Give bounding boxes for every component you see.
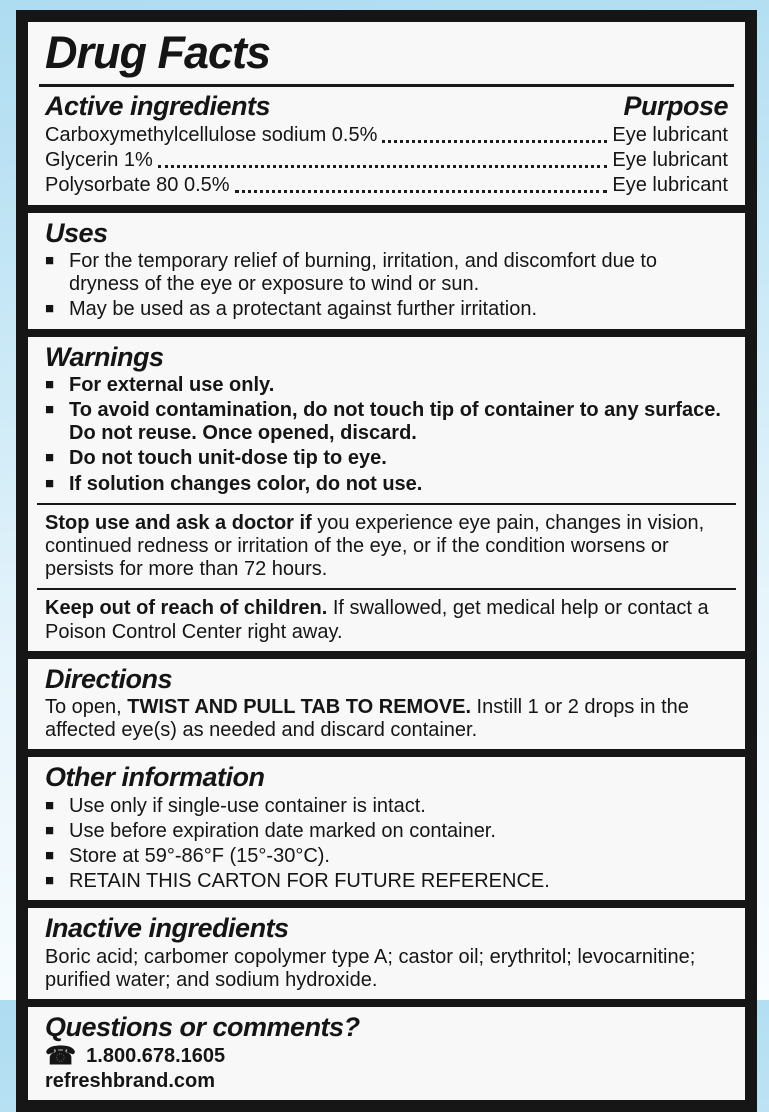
warnings-bullet-list: [45, 374, 728, 496]
uses-section: [28, 213, 745, 329]
purpose-heading: Purpose: [623, 90, 728, 121]
bullet-square-icon: ■: [45, 252, 55, 270]
list-item: [45, 795, 728, 818]
leader-dots: [382, 140, 607, 143]
directions-paragraph: [45, 696, 728, 742]
ingredient-row: [45, 148, 728, 173]
list-item: [45, 399, 728, 445]
uses-heading: Uses: [45, 217, 108, 248]
directions-post: Instill 1 or 2 drops in the affected eye(s) as needed and discard container.: [45, 695, 689, 742]
directions-emphasis: TWIST AND PULL TAB TO REMOVE.: [127, 695, 471, 718]
drug-facts-label: [16, 10, 757, 1112]
directions-section: [28, 659, 745, 750]
inactive-ingredients-text: Boric acid; carbomer copolymer type A; castor oil; erythritol; levocarnitine; purified water; and sodium hydroxide.: [45, 945, 696, 991]
bullet-text: RETAIN THIS CARTON FOR FUTURE REFERENCE.: [69, 870, 550, 893]
phone-row: [45, 1044, 728, 1069]
phone-icon: ☎: [45, 1042, 77, 1071]
list-item: [45, 374, 728, 397]
active-ingredients-section: [28, 22, 745, 205]
list-item: [45, 820, 728, 843]
other-information-heading: Other information: [45, 762, 265, 793]
warnings-divider: [37, 588, 736, 590]
bullet-square-icon: ■: [45, 474, 55, 492]
bullet-text: For external use only.: [69, 373, 275, 396]
stop-use-paragraph: [45, 512, 728, 582]
website-text: refreshbrand.com: [45, 1070, 216, 1093]
list-item: [45, 298, 728, 321]
bullet-square-icon: ■: [45, 796, 55, 814]
leader-dots: [158, 165, 608, 168]
inactive-ingredients-heading: Inactive ingredients: [45, 913, 289, 944]
bullet-text: To avoid contamination, do not touch tip of container to any surface. Do not reuse. Once opened, discard.: [69, 399, 721, 445]
bullet-text: Use only if single-use container is intact.: [69, 794, 426, 817]
ingredient-purpose: Eye lubricant: [612, 148, 728, 171]
list-item: [45, 845, 728, 868]
drug-facts-title: Drug Facts: [45, 27, 271, 78]
other-information-section: [28, 757, 745, 900]
bullet-square-icon: ■: [45, 401, 55, 419]
ingredient-purpose: Eye lubricant: [612, 173, 728, 196]
bullet-text: Do not touch unit-dose tip to eye.: [69, 447, 387, 470]
bullet-square-icon: ■: [45, 846, 55, 864]
bullet-text: Use before expiration date marked on container.: [69, 819, 496, 842]
keep-out-paragraph: [45, 597, 728, 643]
list-item: [45, 447, 728, 470]
stop-use-lead: Stop use and ask a doctor if: [45, 511, 312, 534]
bullet-text: Store at 59°-86°F (15°-30°C).: [69, 844, 330, 867]
ingredient-name: Glycerin 1%: [45, 148, 153, 171]
bullet-square-icon: ■: [45, 300, 55, 318]
active-ingredients-heading: Active ingredients: [45, 90, 271, 121]
ingredient-row: [45, 123, 728, 148]
warnings-section: [28, 337, 745, 651]
keep-out-text: If swallowed, get medical help or contact a Poison Control Center right away.: [45, 597, 709, 643]
phone-number: 1.800.678.1605: [86, 1045, 226, 1068]
list-item: [45, 870, 728, 893]
ingredient-row: [45, 173, 728, 198]
inactive-ingredients-section: [28, 908, 745, 999]
list-item: [45, 473, 728, 496]
active-ingredients-header: [45, 91, 728, 123]
ingredient-name: Carboxymethylcellulose sodium 0.5%: [45, 123, 378, 146]
bullet-square-icon: ■: [45, 375, 55, 393]
bullet-square-icon: ■: [45, 821, 55, 839]
questions-heading: Questions or comments?: [45, 1011, 360, 1042]
bullet-square-icon: ■: [45, 872, 55, 890]
bullet-square-icon: ■: [45, 449, 55, 467]
warnings-divider: [37, 503, 736, 505]
other-information-bullet-list: [45, 795, 728, 894]
leader-dots: [235, 190, 608, 193]
list-item: [45, 250, 728, 296]
keep-out-lead: Keep out of reach of children.: [45, 597, 328, 620]
bullet-text: May be used as a protectant against further irritation.: [69, 298, 538, 321]
directions-heading: Directions: [45, 663, 173, 694]
ingredient-name: Polysorbate 80 0.5%: [45, 173, 230, 196]
stop-use-text: you experience eye pain, changes in vision, continued redness or irritation of the eye, or if the condition worsens or persists for more than 72 hours.: [45, 511, 705, 581]
directions-pre: To open,: [45, 695, 128, 718]
questions-section: [28, 1007, 745, 1100]
warnings-heading: Warnings: [45, 341, 164, 372]
bullet-text: If solution changes color, do not use.: [69, 472, 423, 495]
ingredient-purpose: Eye lubricant: [612, 123, 728, 146]
uses-bullet-list: [45, 250, 728, 322]
bullet-text: For the temporary relief of burning, irritation, and discomfort due to dryness of the eye or exposure to wind or sun.: [69, 250, 658, 296]
title-divider: [39, 84, 734, 87]
